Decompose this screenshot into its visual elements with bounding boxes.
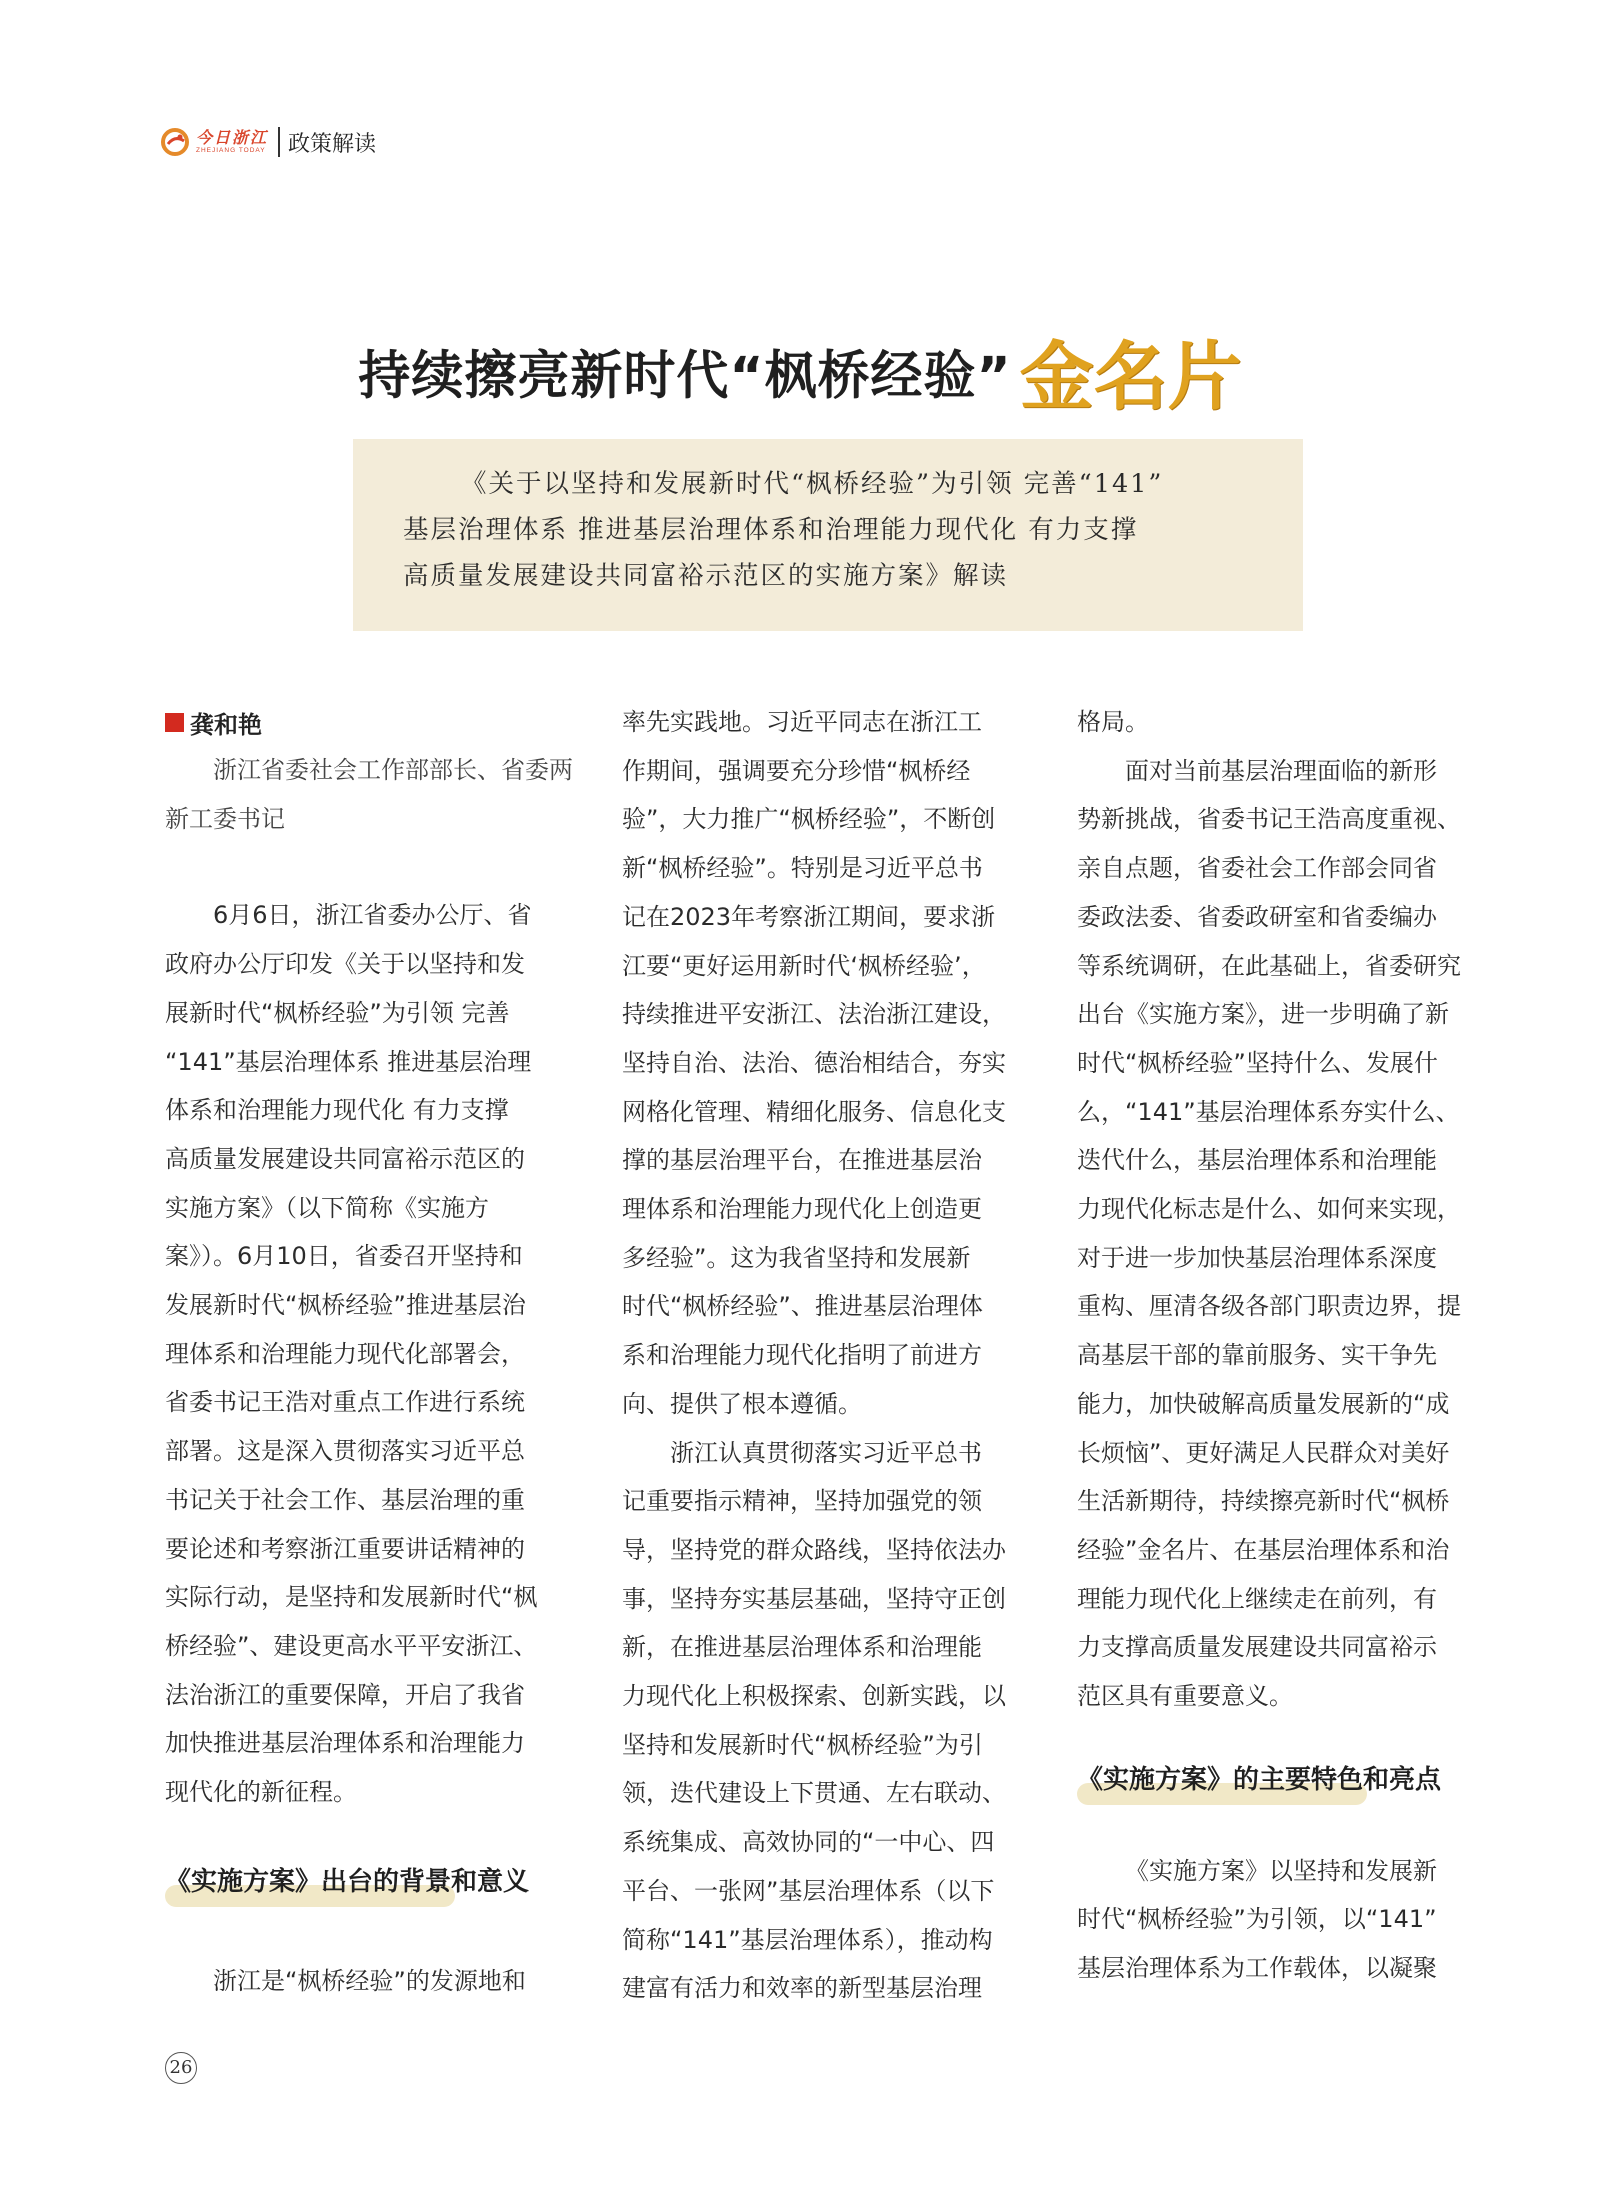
text-line: 委政法委、省委政研室和省委编办 <box>1077 902 1437 931</box>
text-line: 时代“枫桥经验”坚持什么、发展什 <box>1077 1048 1438 1077</box>
text-line: 建富有活力和效率的新型基层治理 <box>622 1974 982 2003</box>
text-line: 省委书记王浩对重点工作进行系统 <box>165 1388 525 1417</box>
logo-subtitle: ZHEJIANG TODAY <box>196 147 266 154</box>
text-line: 出台《实施方案》，进一步明确了新 <box>1077 1000 1449 1029</box>
text-line: 向、提供了根本遵循。 <box>622 1389 862 1418</box>
text-line: 浙江是“枫桥经验”的发源地和 <box>213 1966 526 1995</box>
text-line: 导，坚持党的群众路线，坚持依法办 <box>622 1535 1006 1564</box>
text-line: 理能力现代化上继续走在前列，有 <box>1077 1584 1437 1613</box>
text-line: 生活新期待，持续擦亮新时代“枫桥 <box>1077 1487 1450 1516</box>
text-line: 验”，大力推广“枫桥经验”，不断创 <box>622 805 996 834</box>
text-line: 撑的基层治理平台，在推进基层治 <box>622 1146 982 1175</box>
text-line: 系和治理能力现代化指明了前进方 <box>622 1341 982 1370</box>
text-line: 实施方案》（以下简称《实施方 <box>165 1193 489 1222</box>
paragraph <box>165 891 585 1816</box>
text-line: 基层治理体系为工作载体，以凝聚 <box>1077 1954 1437 1983</box>
logo-name: 今日浙江 <box>196 128 269 147</box>
section-heading <box>165 1853 585 1913</box>
text-line: 网格化管理、精细化服务、信息化支 <box>622 1097 1006 1126</box>
section-heading <box>1077 1751 1497 1811</box>
paragraph <box>622 698 1042 1429</box>
text-line: 浙江认真贯彻落实习近平总书 <box>670 1438 982 1467</box>
paragraph <box>622 1429 1042 2013</box>
text-line: 现代化的新征程。 <box>165 1778 357 1807</box>
text-line: “141”基层治理体系 推进基层治理 <box>165 1047 532 1076</box>
author-title: 浙江省委社会工作部部长、省委两新工委书记 <box>165 756 573 833</box>
heading-text: 《实施方案》的主要特色和亮点 <box>1077 1764 1442 1795</box>
text-line: 力现代化标志是什么、如何来实现， <box>1077 1195 1461 1224</box>
text-line: 高基层干部的靠前服务、实干争先 <box>1077 1341 1437 1370</box>
text-line: 领，迭代建设上下贯通、左右联动、 <box>622 1779 1006 1808</box>
text-line: 简称“141”基层治理体系），推动构 <box>622 1925 993 1954</box>
text-line: 持续推进平安浙江、法治浙江建设， <box>622 1000 1006 1029</box>
text-line: 理体系和治理能力现代化上创造更 <box>622 1195 982 1224</box>
text-line: 理体系和治理能力现代化部署会， <box>165 1339 525 1368</box>
logo-icon <box>160 127 190 157</box>
column-3 <box>1077 698 1497 1993</box>
text-line: 记重要指示精神，坚持加强党的领 <box>622 1487 982 1516</box>
text-line: 加快推进基层治理体系和治理能力 <box>165 1729 525 1758</box>
text-line: 要论述和考察浙江重要讲话精神的 <box>165 1534 525 1563</box>
logo-text <box>196 129 268 155</box>
text-line: 《实施方案》以坚持和发展新 <box>1125 1856 1437 1885</box>
text-line: 展新时代“枫桥经验”为引领 完善 <box>165 998 510 1027</box>
text-line: 力支撑高质量发展建设共同富裕示 <box>1077 1633 1437 1662</box>
title-accent: 金名片 <box>1019 334 1242 420</box>
text-line: 桥经验”、建设更高水平平安浙江、 <box>165 1631 538 1660</box>
paragraph <box>1077 747 1497 1721</box>
subtitle-line: 高质量发展建设共同富裕示范区的实施方案》解读 <box>403 561 1009 591</box>
text-line: 事，坚持夯实基层基础，坚持守正创 <box>622 1584 1006 1613</box>
text-line: 坚持和发展新时代“枫桥经验”为引 <box>622 1730 983 1759</box>
red-square-icon <box>165 713 184 732</box>
masthead <box>160 122 376 162</box>
text-line: 6月6日，浙江省委办公厅、省 <box>213 901 532 930</box>
text-line: 新“枫桥经验”。特别是习近平总书 <box>622 854 983 883</box>
text-line: 长烦恼”、更好满足人民群众对美好 <box>1077 1438 1450 1467</box>
text-line: 势新挑战，省委书记王浩高度重视、 <box>1077 805 1461 834</box>
text-line: 时代“枫桥经验”、推进基层治理体 <box>622 1292 983 1321</box>
page-number: 26 <box>165 2052 197 2084</box>
text-line: 记在2023年考察浙江期间，要求浙 <box>622 902 996 931</box>
article-title <box>0 318 1600 424</box>
heading-text: 《实施方案》出台的背景和意义 <box>165 1866 530 1897</box>
text-line: 书记关于社会工作、基层治理的重 <box>165 1485 525 1514</box>
author-byline <box>165 698 585 746</box>
text-line: 重构、厘清各级各部门职责边界，提 <box>1077 1292 1461 1321</box>
text-line: 发展新时代“枫桥经验”推进基层治 <box>165 1291 526 1320</box>
text-line: 坚持自治、法治、德治相结合，夯实 <box>622 1048 1006 1077</box>
author-name: 龚和艳 <box>190 710 262 739</box>
text-line: 范区具有重要意义。 <box>1077 1682 1293 1711</box>
text-line: 亲自点题，省委社会工作部会同省 <box>1077 854 1437 883</box>
text-line: 力现代化上积极探索、创新实践，以 <box>622 1682 1006 1711</box>
text-line: 多经验”。这为我省坚持和发展新 <box>622 1243 971 1272</box>
text-line: 案》）。6月10日，省委召开坚持和 <box>165 1242 523 1271</box>
title-main: 持续擦亮新时代“枫桥经验” <box>358 346 1012 407</box>
text-line: 系统集成、高效协同的“一中心、四 <box>622 1828 995 1857</box>
text-line: 部署。这是深入贯彻落实习近平总 <box>165 1437 525 1466</box>
text-line: 作期间，强调要充分珍惜“枫桥经 <box>622 756 971 785</box>
text-line: 能力，加快破解高质量发展新的“成 <box>1077 1389 1450 1418</box>
text-line: 面对当前基层治理面临的新形 <box>1125 756 1437 785</box>
section-label: 政策解读 <box>288 131 377 157</box>
text-line: 对于进一步加快基层治理体系深度 <box>1077 1243 1437 1272</box>
text-line: 率先实践地。习近平同志在浙江工 <box>622 708 982 736</box>
column-2 <box>622 698 1042 2013</box>
text-line: 经验”金名片、在基层治理体系和治 <box>1077 1535 1450 1564</box>
text-line: 实际行动，是坚持和发展新时代“枫 <box>165 1583 538 1612</box>
column-1 <box>165 698 585 2005</box>
text-line: 平台、一张网”基层治理体系（以下 <box>622 1876 995 1905</box>
text-line: 格局。 <box>1077 708 1149 736</box>
text-line: 政府办公厅印发《关于以坚持和发 <box>165 950 525 979</box>
header-divider <box>278 127 280 157</box>
subtitle-line: 基层治理体系 推进基层治理体系和治理能力现代化 有力支撑 <box>403 515 1139 545</box>
paragraph <box>1077 1847 1497 1993</box>
text-line: 法治浙江的重要保障，开启了我省 <box>165 1680 525 1709</box>
text-line: 迭代什么，基层治理体系和治理能 <box>1077 1146 1437 1175</box>
text-line: 等系统调研，在此基础上，省委研究 <box>1077 951 1461 980</box>
text-line: 么，“141”基层治理体系夯实什么、 <box>1077 1097 1460 1126</box>
text-line: 新，在推进基层治理体系和治理能 <box>622 1633 982 1662</box>
text-line: 体系和治理能力现代化 有力支撑 <box>165 1096 509 1125</box>
text-line: 高质量发展建设共同富裕示范区的 <box>165 1144 525 1173</box>
subtitle-box <box>353 439 1303 631</box>
text-line: 江要“更好运用新时代‘枫桥经验’， <box>622 951 986 980</box>
subtitle-line: 《关于以坚持和发展新时代“枫桥经验”为引领 完善“141” <box>461 469 1164 499</box>
text-line: 时代“枫桥经验”为引领，以“141” <box>1077 1905 1437 1934</box>
